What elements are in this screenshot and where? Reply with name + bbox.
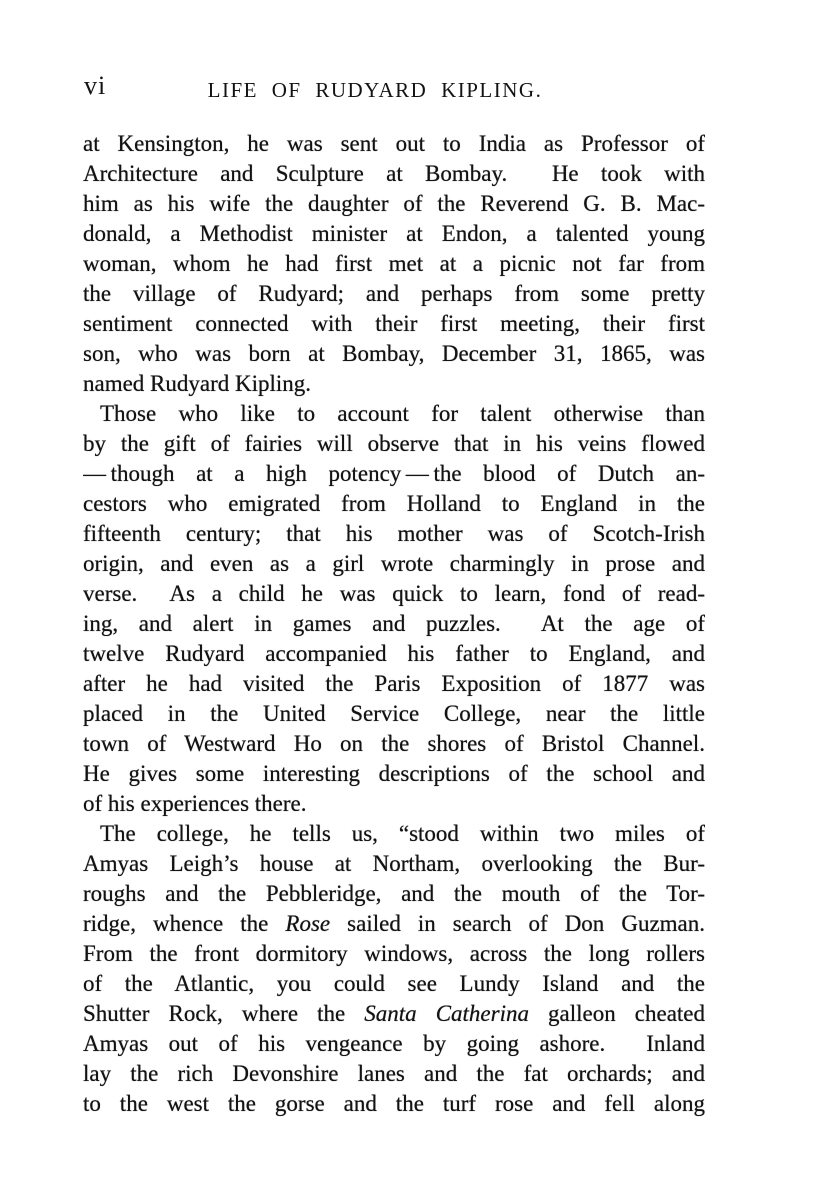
text-line: From the front dormitory windows, across the long rollers (83, 941, 705, 966)
running-title: LIFE OF RUDYARD KIPLING. (207, 78, 543, 102)
text-line: The college, he tells us, “stood within two miles of (100, 821, 705, 846)
paragraph (83, 819, 705, 1119)
text-line: fifteenth century; that his mother was of Scotch-Irish (83, 521, 705, 546)
text-line: town of Westward Ho on the shores of Bristol Channel. (83, 731, 705, 756)
text-line: ing, and alert in games and puzzles. At the age of (83, 611, 705, 636)
page-body (83, 129, 705, 1119)
text-line: origin, and even as a girl wrote charmingly in prose and (83, 551, 705, 576)
text-line: lay the rich Devonshire lanes and the fat orchards; and (83, 1061, 705, 1086)
text-line: of the Atlantic, you could see Lundy Island and the (83, 971, 705, 996)
text-line: by the gift of fairies will observe that in his veins flowed (83, 431, 705, 456)
text-line: twelve Rudyard accompanied his father to England, and (83, 641, 705, 666)
text-line: the village of Rudyard; and perhaps from some pretty (83, 281, 705, 306)
paragraph (83, 129, 705, 399)
text-line: named Rudyard Kipling. (83, 371, 312, 396)
text-line: Architecture and Sculpture at Bombay. He took with (83, 161, 705, 186)
text-line: He gives some interesting descriptions of the school and (83, 761, 705, 786)
text-line: Shutter Rock, where the Santa Catherina galleon cheated (83, 1001, 705, 1026)
text-line: Those who like to account for talent otherwise than (100, 401, 705, 426)
text-line: ridge, whence the Rose sailed in search of Don Guzman. (83, 911, 705, 936)
text-line: Amyas out of his vengeance by going ashore. Inland (83, 1031, 705, 1056)
text-line: him as his wife the daughter of the Reverend G. B. Mac- (83, 191, 705, 216)
text-line: after he had visited the Paris Exposition of 1877 was (83, 671, 705, 696)
text-line: verse. As a child he was quick to learn, fond of read- (83, 581, 705, 606)
text-line: Amyas Leigh’s house at Northam, overlooking the Bur- (83, 851, 705, 876)
text-line: cestors who emigrated from Holland to England in the (83, 491, 705, 516)
page-number: vi (84, 71, 107, 100)
text-line: at Kensington, he was sent out to India as Professor of (83, 131, 705, 156)
text-line: roughs and the Pebbleridge, and the mouth of the Tor- (83, 881, 705, 906)
text-line: — though at a high potency — the blood of Dutch an- (83, 461, 705, 486)
text-line: woman, whom he had first met at a picnic not far from (83, 251, 705, 276)
paragraph (83, 399, 705, 819)
text-line: son, who was born at Bombay, December 31, 1865, was (83, 341, 705, 366)
text-line: donald, a Methodist minister at Endon, a talented young (83, 221, 705, 246)
text-line: of his experiences there. (83, 791, 307, 816)
text-line: to the west the gorse and the turf rose and fell along (83, 1091, 705, 1116)
text-line: sentiment connected with their first meeting, their first (83, 311, 705, 336)
text-line: placed in the United Service College, near the little (83, 701, 705, 726)
